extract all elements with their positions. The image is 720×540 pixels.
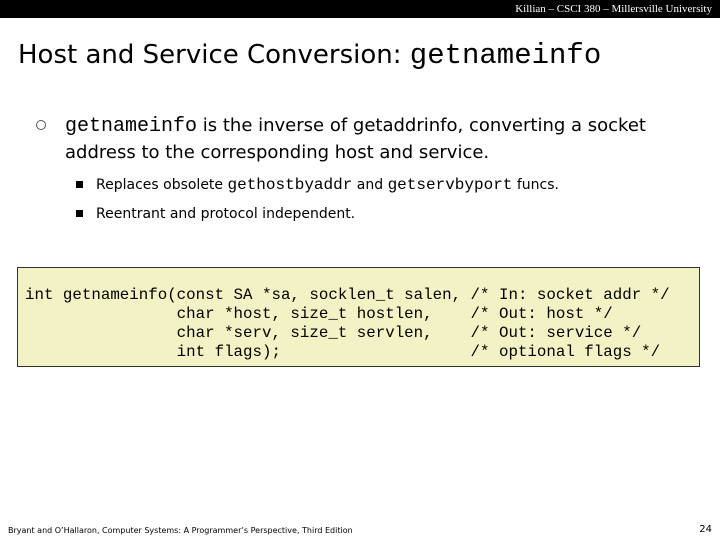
square-bullet-icon [76, 181, 83, 188]
sub-bullet-1-code1: gethostbyaddr [227, 176, 353, 194]
slide-title [18, 38, 601, 73]
sub-bullet-1-text [96, 175, 559, 195]
code-listing [25, 286, 670, 362]
header-bar [0, 0, 720, 18]
code-block [17, 267, 700, 367]
bullet-code: getnameinfo [65, 115, 198, 138]
bullet-circle-icon [36, 120, 46, 130]
sub-bullet-1-middle: and [352, 177, 388, 193]
footer-citation: Bryant and O’Hallaron, Computer Systems: A Programmer’s Perspective, Third Edition [8, 526, 353, 535]
title-text: Host and Service Conversion: [18, 40, 410, 70]
sub-bullet-1-after: funcs. [512, 177, 559, 193]
sub-bullet-1-code2: getservbyport [387, 176, 513, 194]
code-line: char *host, size_t hostlen, /* Out: host */ [25, 305, 613, 323]
title-code: getnameinfo [409, 39, 602, 72]
square-bullet-icon [76, 210, 83, 217]
code-line: int flags); /* optional flags */ [25, 343, 661, 361]
bullet-description: is the inverse of getaddrinfo, converting a socket address to the corresponding host and service. [65, 115, 646, 163]
course-banner: Killian – CSCI 380 – Millersville University [515, 3, 712, 15]
page-number: 24 [699, 524, 712, 535]
sub-bullet-2-text: Reentrant and protocol independent. [96, 206, 356, 222]
code-line: char *serv, size_t servlen, /* Out: service */ [25, 324, 642, 342]
main-bullet-text [65, 113, 685, 166]
sub-bullet-1-before: Replaces obsolete [96, 177, 228, 193]
code-line: int getnameinfo(const SA *sa, socklen_t salen, /* In: socket addr */ [25, 286, 670, 304]
